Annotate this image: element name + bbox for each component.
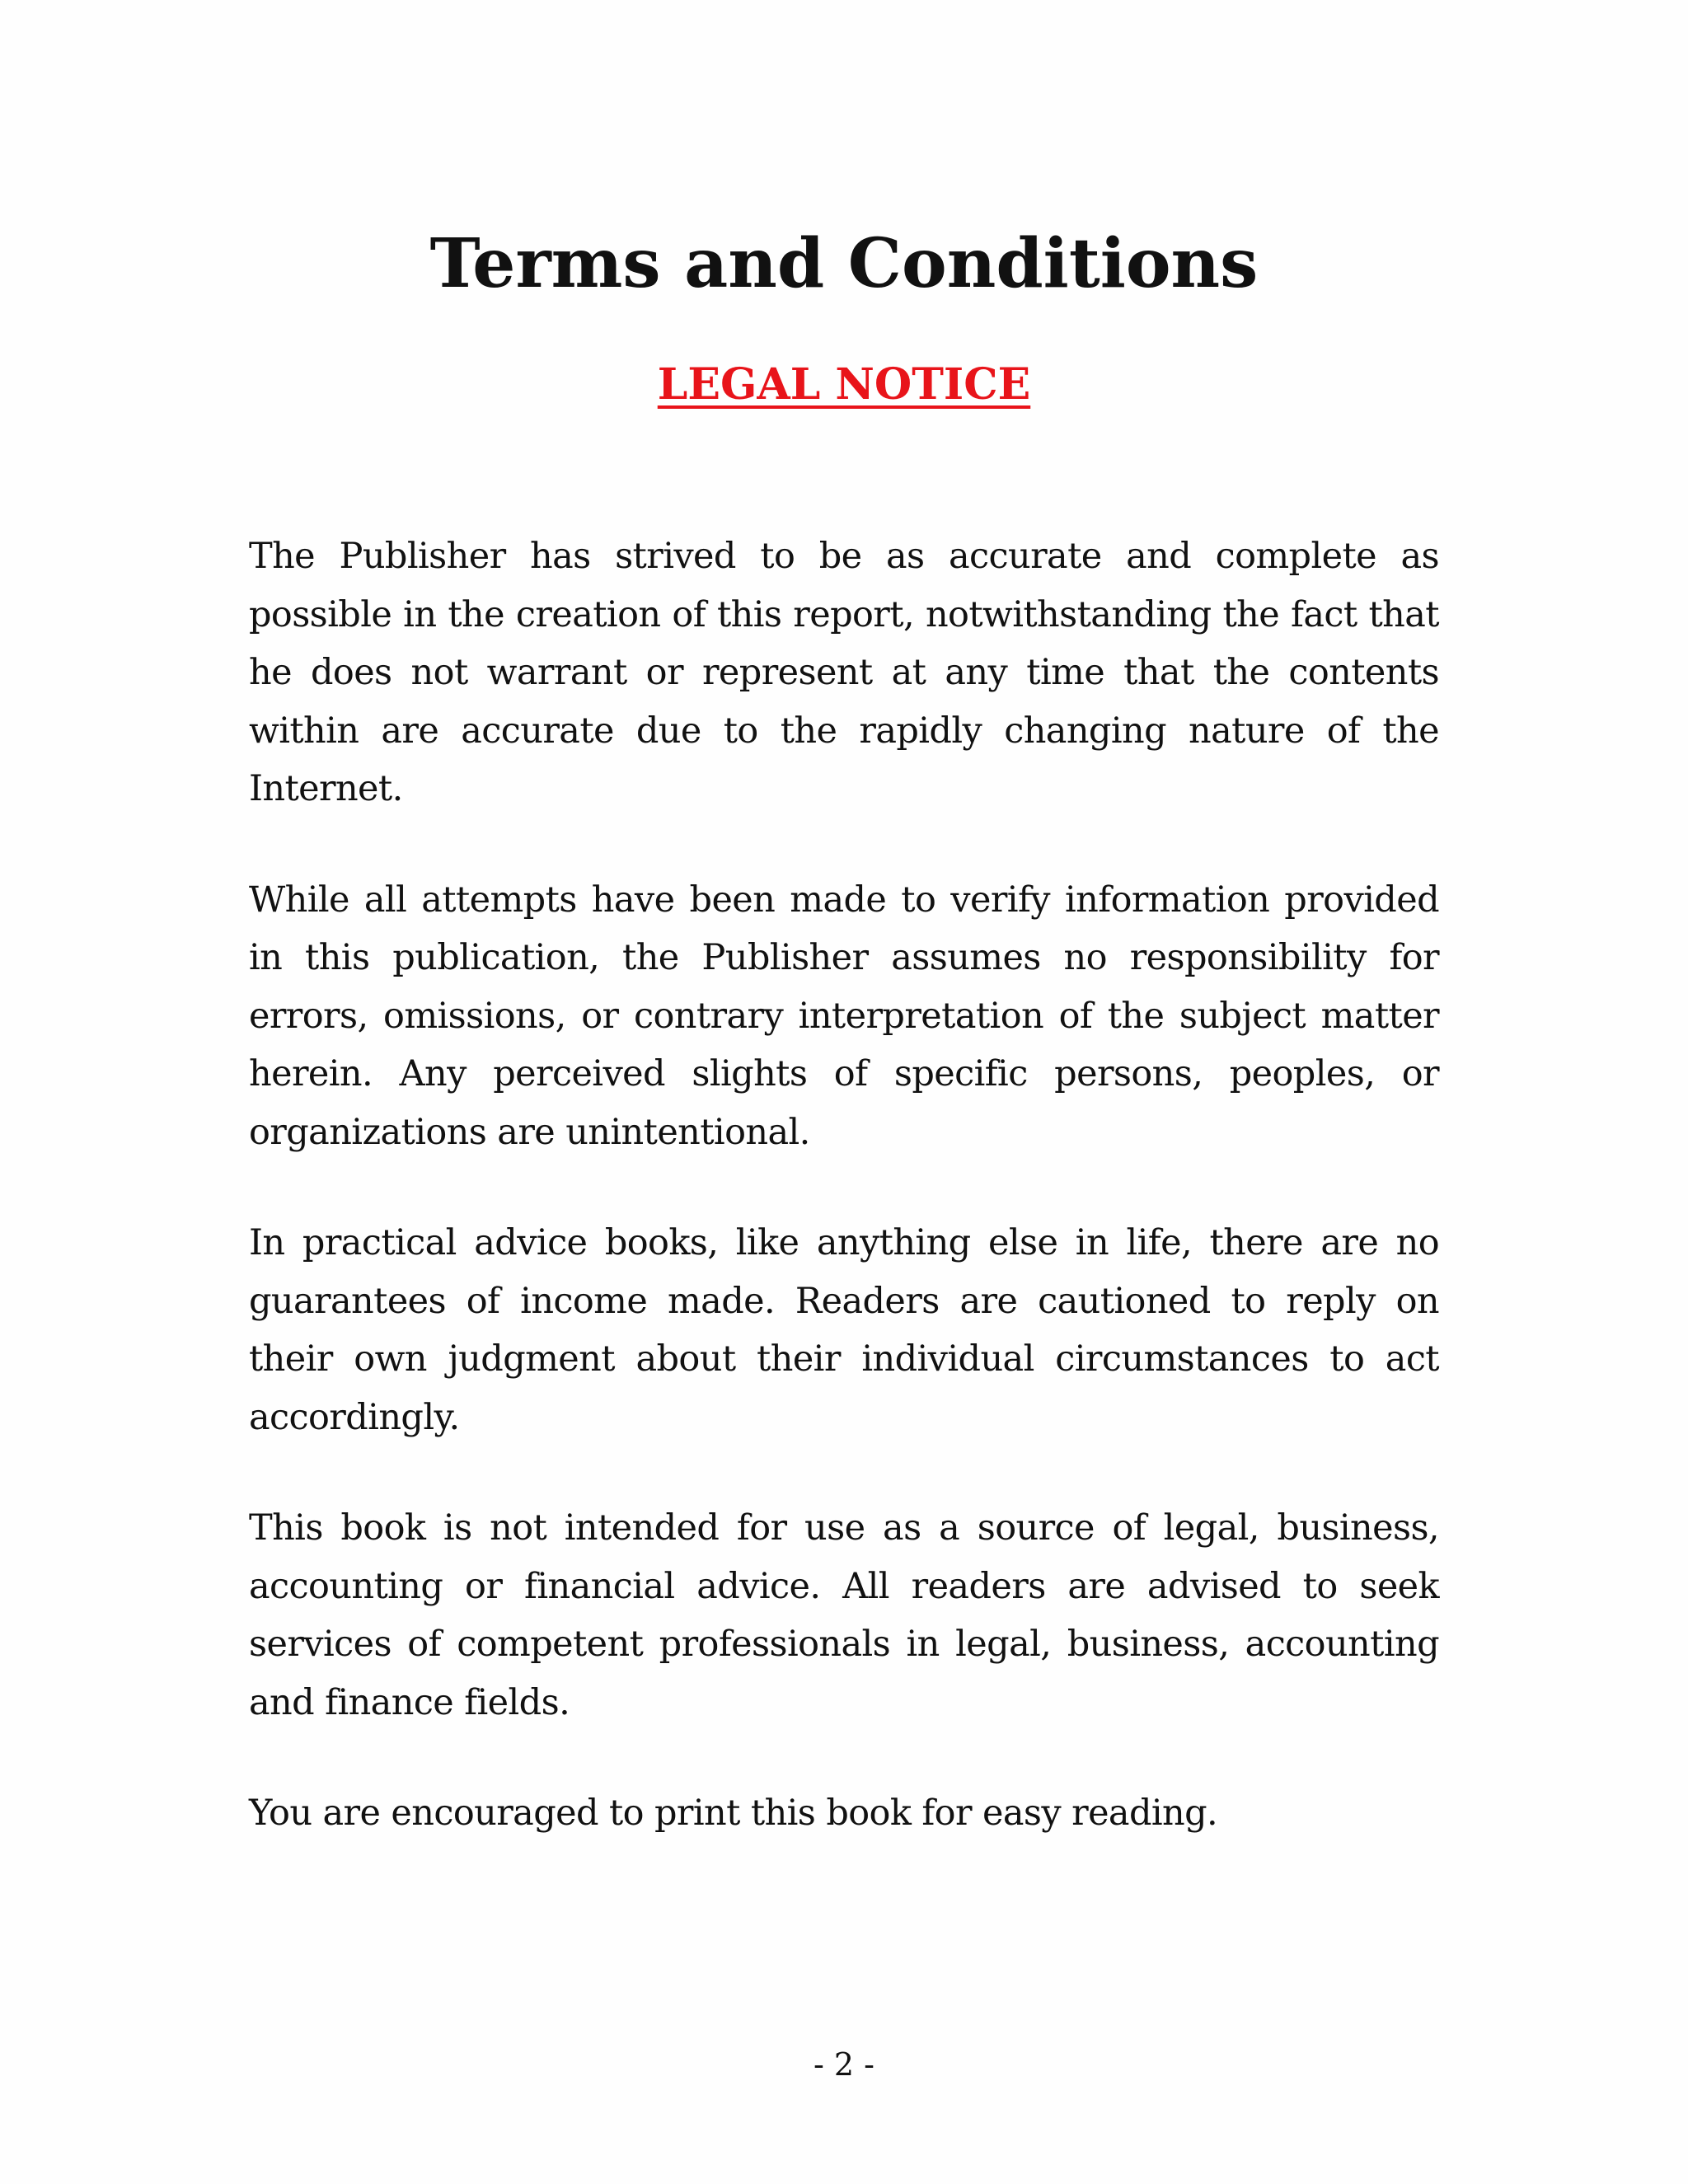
page-title: Terms and Conditions xyxy=(429,224,1259,303)
legal-notice-label: LEGAL NOTICE xyxy=(657,359,1031,410)
paragraph-not-advice: This book is not intended for use as a source of legal, business, accounting or financial advice. All readers are advised to seek services of competent professionals in legal, business, accounting and finance fields. xyxy=(249,1507,1439,1723)
paragraph-responsibility: While all attempts have been made to verify information provided in this publication, the Publisher assumes no responsibility for errors, omissions, or contrary interpretation of the subject matter herein. Any perceived slights of specific persons, peoples, or organizations are unintentional. xyxy=(249,879,1439,1153)
paragraph-accuracy: The Publisher has strived to be as accurate and complete as possible in the creation of this report, notwithstanding the fact that he does not warrant or represent at any time that the contents within are accurate due to the rapidly changing nature of the Internet. xyxy=(249,536,1439,809)
page-number: - 2 - xyxy=(813,2046,874,2083)
body-text xyxy=(249,527,1439,1896)
paragraph-no-guarantees: In practical advice books, like anything else in life, there are no guarantees of income made. Readers are cautioned to reply on their own judgment about their individual circumstances to act accordingly. xyxy=(249,1222,1439,1438)
paragraph-print: You are encouraged to print this book for easy reading. xyxy=(249,1793,1218,1834)
legal-notice-heading xyxy=(0,356,1688,414)
